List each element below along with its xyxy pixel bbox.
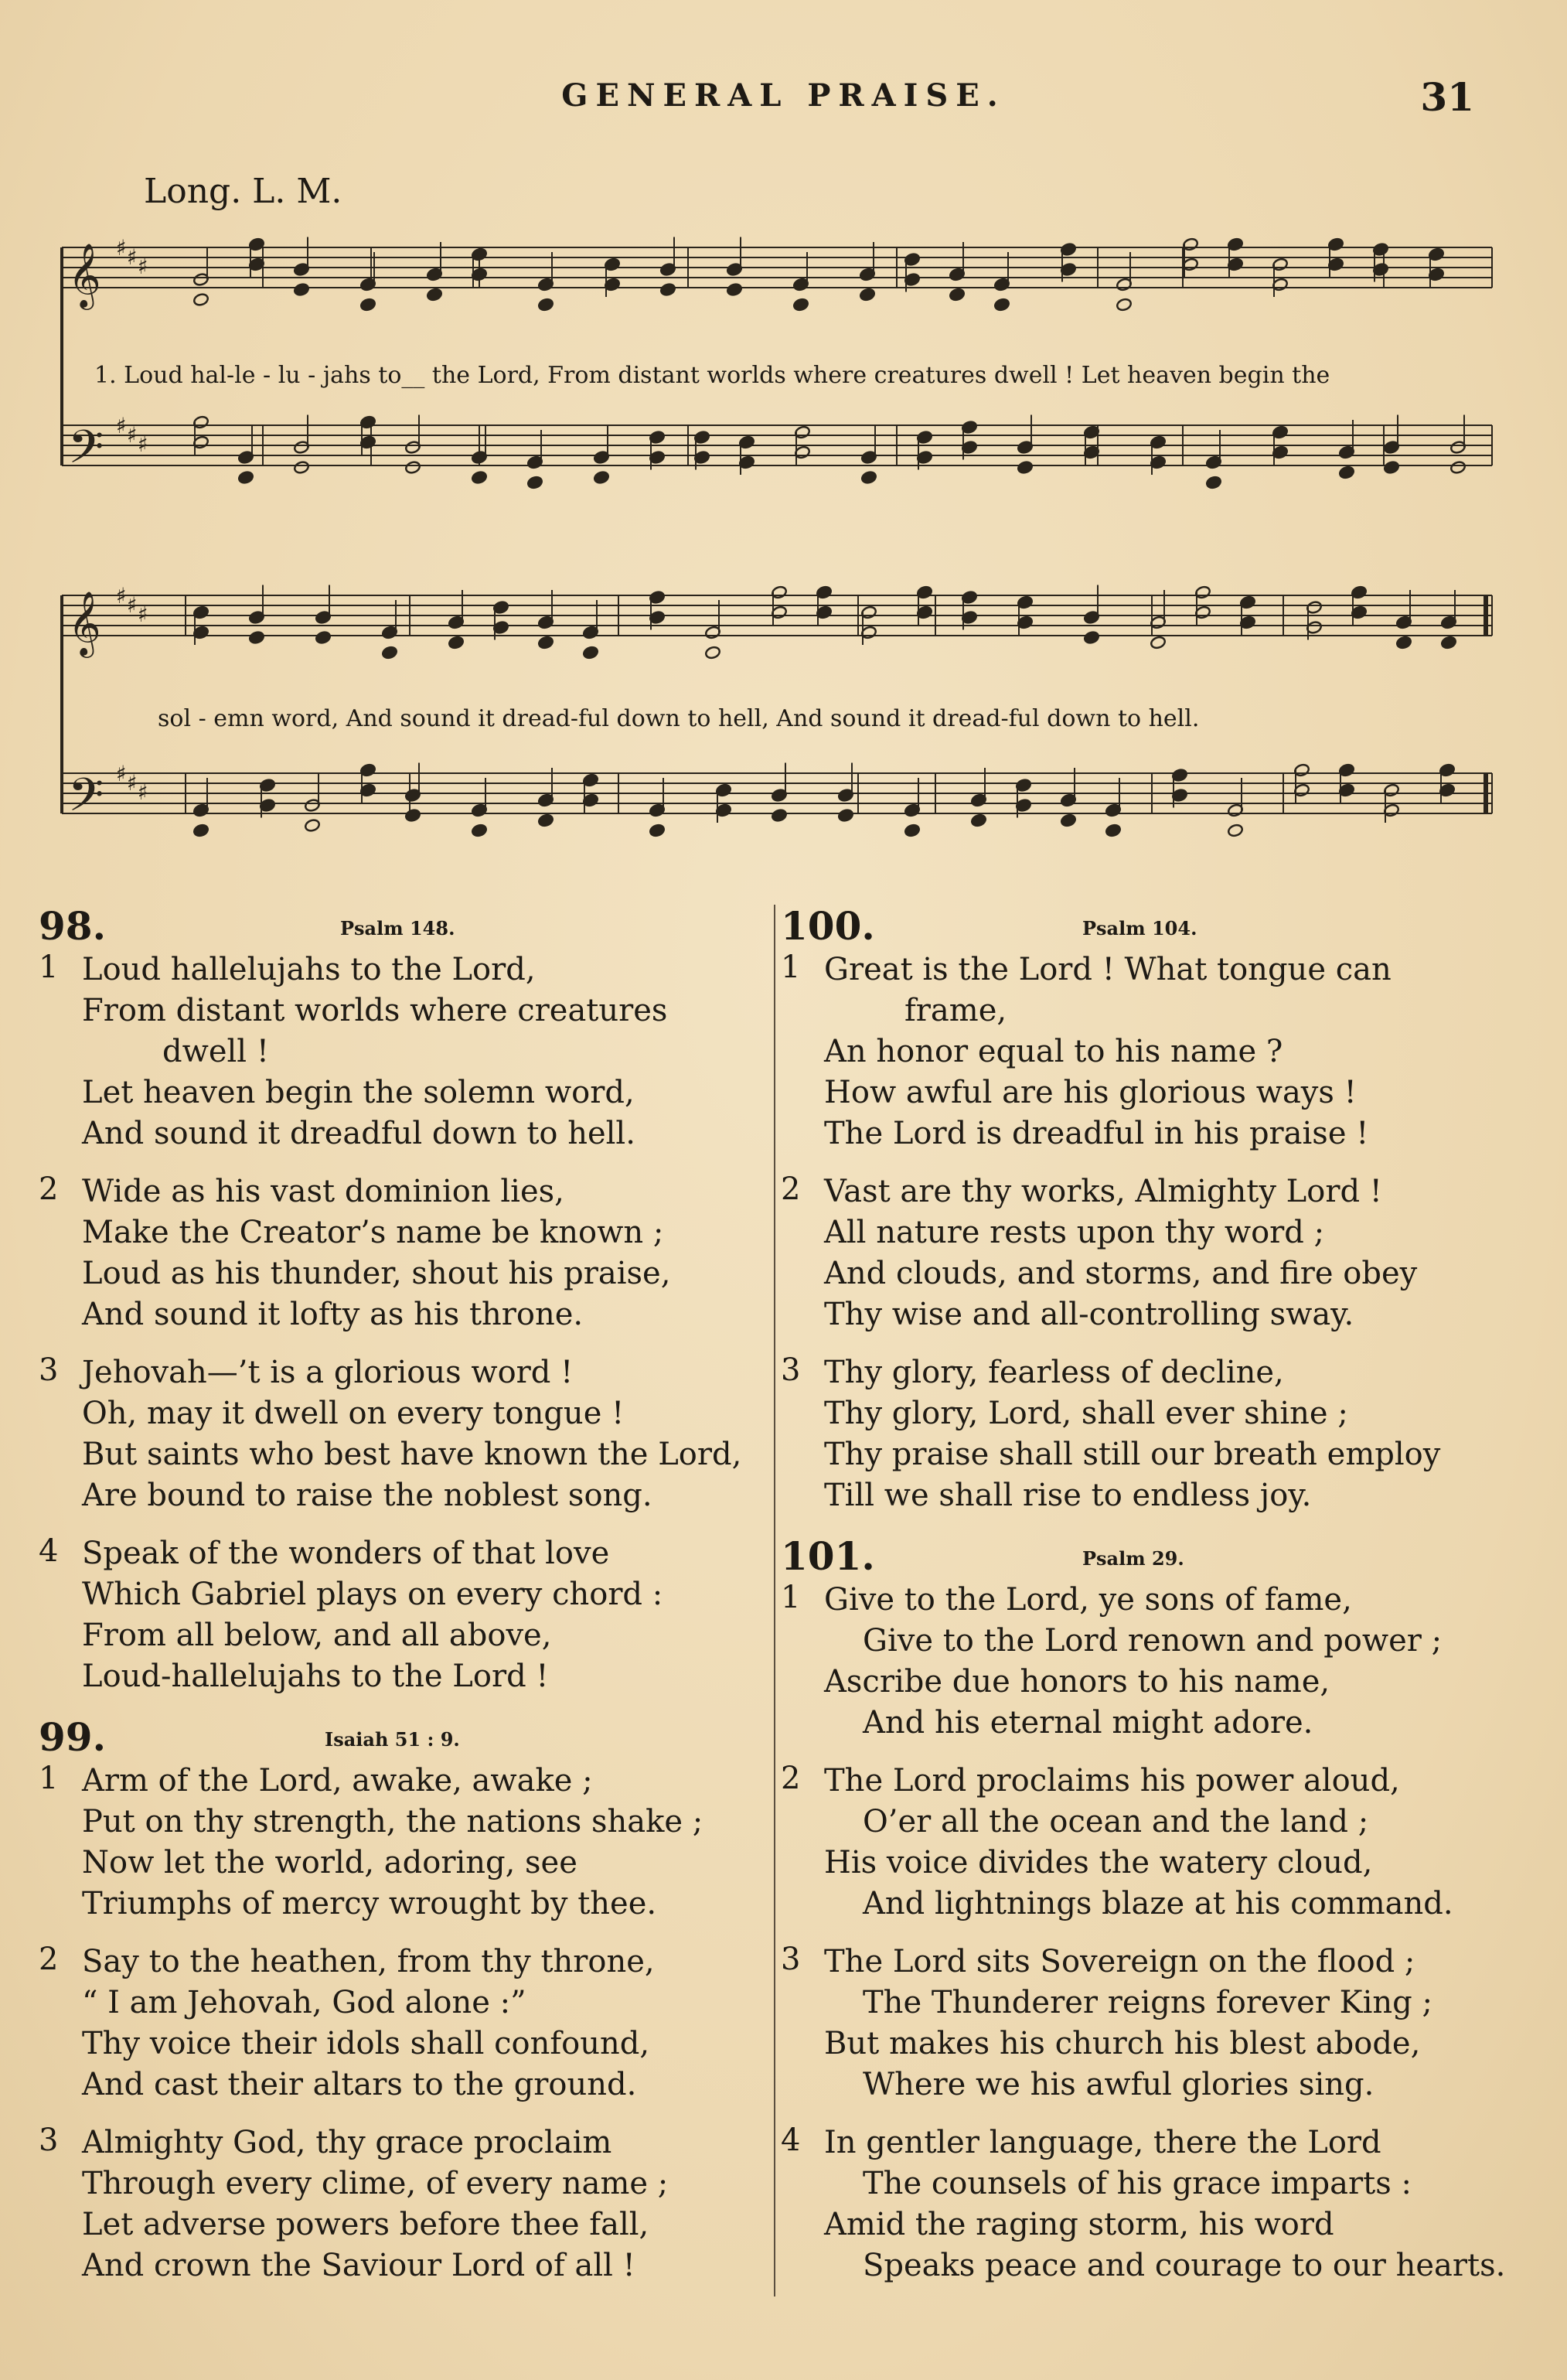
notehead: [192, 823, 209, 837]
notehead: [649, 823, 665, 837]
verse-line: Which Gabriel plays on every chord :: [82, 1577, 663, 1612]
notehead: [237, 470, 254, 484]
stanza-number: 1: [39, 950, 59, 985]
hymn-3: [781, 1533, 1515, 2286]
notehead: [426, 288, 442, 302]
notehead: [537, 636, 554, 650]
verse-line: Let adverse powers before thee fall,: [82, 2207, 649, 2242]
stanza-number: 3: [781, 1942, 801, 1977]
notehead: [359, 298, 376, 312]
notehead: [993, 298, 1010, 312]
hymn-source: Psalm 104.: [1082, 917, 1197, 939]
sharp-icon: ♯: [116, 413, 127, 438]
treble-clef-icon: 𝄞: [68, 590, 101, 655]
hymn-header: [781, 903, 1515, 950]
hymn-header: [781, 1533, 1515, 1580]
stanza-number: 4: [781, 2123, 801, 2158]
stanza-number: 3: [39, 2123, 59, 2158]
hymn-header: [39, 1714, 773, 1761]
hymn-number: 98.: [39, 903, 106, 949]
notehead: [792, 298, 809, 312]
verse-line: The Lord proclaims his power aloud,: [824, 1763, 1400, 1799]
notehead: [837, 808, 853, 822]
hymn-source: Isaiah 51 : 9.: [325, 1728, 460, 1751]
verse-line: An honor equal to his name ?: [824, 1034, 1283, 1069]
verse-line: All nature rests upon thy word ;: [824, 1215, 1325, 1250]
notehead: [526, 476, 543, 489]
notehead: [1150, 636, 1166, 650]
notehead: [593, 470, 609, 484]
verse-line: Where we his awful glories sing.: [863, 2067, 1375, 2102]
hymn-number: 101.: [781, 1533, 875, 1579]
stanza: [781, 1171, 1515, 1335]
verse-line: From distant worlds where creatures: [82, 993, 668, 1028]
notehead: [1338, 465, 1354, 479]
sharp-icon: ♯: [116, 761, 127, 786]
verse-line: But saints who best have known the Lord,: [82, 1437, 742, 1472]
hymn-number: 99.: [39, 1714, 106, 1760]
stanza-number: 2: [781, 1171, 801, 1207]
verse-line: “ I am Jehovah, God alone :”: [82, 1985, 526, 2020]
stanza-number: 2: [39, 1942, 59, 1977]
column-divider: [774, 905, 775, 2296]
stanza: [39, 1761, 773, 1925]
verse-line: Oh, may it dwell on every tongue !: [82, 1396, 625, 1431]
verse-line: Through every clime, of every name ;: [82, 2166, 669, 2201]
hymn-number: 100.: [781, 903, 875, 949]
verse-line: Put on thy strength, the nations shake ;: [82, 1804, 703, 1840]
notehead: [970, 813, 986, 827]
verse-line: How awful are his glorious ways !: [824, 1075, 1357, 1110]
notehead: [404, 808, 421, 822]
notehead: [1116, 298, 1132, 312]
page-number: 31: [1420, 74, 1474, 120]
notehead: [771, 808, 787, 822]
verse-line: From all below, and all above,: [82, 1618, 552, 1653]
stanza-number: 3: [781, 1352, 801, 1388]
verse-line: And crown the Saviour Lord of all !: [82, 2248, 635, 2283]
stanza-number: 4: [39, 1533, 59, 1569]
running-head: GENERAL PRAISE.: [561, 77, 1006, 114]
score-lyrics-line-2: sol - emn word, And sound it dread-ful down to hell, And sound it dread-ful down to hell.: [158, 705, 1200, 732]
notehead: [1017, 460, 1033, 474]
verse-line: And sound it dreadful down to hell.: [82, 1116, 635, 1151]
verse-line: Now let the world, adoring, see: [82, 1845, 577, 1880]
verse-line: Give to the Lord renown and power ;: [863, 1623, 1443, 1659]
verse-line: Speak of the wonders of that love: [82, 1536, 610, 1571]
stanza-number: 1: [39, 1761, 59, 1796]
sharp-icon: ♯: [127, 244, 138, 270]
tune-name: Long. L. M.: [144, 172, 342, 211]
verse-line: Give to the Lord, ye sons of fame,: [824, 1582, 1352, 1618]
verse-line: But makes his church his blest abode,: [824, 2026, 1421, 2061]
notehead: [1395, 636, 1412, 650]
verse-line: Thy praise shall still our breath employ: [824, 1437, 1441, 1472]
stanza-number: 3: [39, 1352, 59, 1388]
verse-line: His voice divides the watery cloud,: [824, 1845, 1373, 1880]
verse-line: And cast their altars to the ground.: [82, 2067, 637, 2102]
verse-line: Vast are thy works, Almighty Lord !: [824, 1174, 1382, 1209]
verse-line: dwell !: [162, 1034, 269, 1069]
stanza: [39, 950, 773, 1154]
verse-line: Till we shall rise to endless joy.: [824, 1478, 1312, 1513]
notehead: [1227, 823, 1243, 837]
verse-line: Let heaven begin the solemn word,: [82, 1075, 635, 1110]
notehead: [582, 646, 598, 660]
hymn-source: Psalm 29.: [1082, 1547, 1184, 1570]
sharp-icon: ♯: [138, 254, 148, 279]
verse-line: Wide as his vast dominion lies,: [82, 1174, 564, 1209]
notehead: [904, 823, 920, 837]
sharp-icon: ♯: [116, 235, 127, 261]
hymn-1: [39, 1714, 773, 2286]
verse-line: The counsels of his grace imparts :: [863, 2166, 1412, 2201]
stanza: [781, 1761, 1515, 1925]
notehead: [471, 470, 487, 484]
hymn-2: [781, 903, 1515, 1516]
notehead: [293, 282, 309, 296]
hymn-header: [39, 903, 773, 950]
notehead: [537, 298, 554, 312]
sharp-icon: ♯: [138, 431, 148, 457]
verse-line: Arm of the Lord, awake, awake ;: [82, 1763, 593, 1799]
verse-line: The Lord is dreadful in his praise !: [824, 1116, 1369, 1151]
left-column: [39, 903, 773, 2303]
verse-line: And his eternal might adore.: [863, 1705, 1313, 1741]
notehead: [1083, 630, 1099, 644]
verse-line: In gentler language, there the Lord: [824, 2125, 1381, 2160]
notehead: [304, 818, 320, 832]
stanza: [781, 1580, 1515, 1744]
sharp-icon: ♯: [127, 422, 138, 448]
verse-line: Say to the heathen, from thy throne,: [82, 1944, 655, 1979]
verse-line: frame,: [904, 993, 1007, 1028]
notehead: [1449, 460, 1466, 474]
hymn-0: [39, 903, 773, 1697]
notehead: [1440, 636, 1456, 650]
sharp-icon: ♯: [127, 592, 138, 618]
hymn-source: Psalm 148.: [340, 917, 455, 939]
verse-line: Almighty God, thy grace proclaim: [82, 2125, 612, 2160]
stanza: [39, 1171, 773, 1335]
verse-line: The Thunderer reigns forever King ;: [863, 1985, 1432, 2020]
verse-line: Triumphs of mercy wrought by thee.: [82, 1886, 657, 1921]
stanza: [39, 1533, 773, 1697]
verse-line: Thy glory, Lord, shall ever shine ;: [824, 1396, 1348, 1431]
score-lyrics-line-1: 1. Loud hal-le - lu - jahs to__ the Lord, From distant worlds where creatures dwell ! Let heaven begin the: [94, 362, 1330, 389]
stanza: [39, 1942, 773, 2106]
notehead: [293, 460, 309, 474]
stanza: [781, 950, 1515, 1154]
notehead: [1060, 813, 1076, 827]
right-column: [781, 903, 1515, 2303]
sharp-icon: ♯: [138, 602, 148, 627]
stanza: [781, 1942, 1515, 2106]
notehead: [1105, 823, 1121, 837]
verse-line: Thy wise and all-controlling sway.: [824, 1297, 1354, 1332]
notehead: [704, 646, 720, 660]
verse-line: Are bound to raise the noblest song.: [82, 1478, 652, 1513]
verse-line: O’er all the ocean and the land ;: [863, 1804, 1369, 1840]
bass-clef-icon: 𝄢: [68, 768, 104, 833]
notehead: [537, 813, 554, 827]
notehead: [192, 292, 209, 306]
verse-line: Jehovah—’t is a glorious word !: [82, 1355, 574, 1390]
sharp-icon: ♯: [116, 583, 127, 609]
verse-line: The Lord sits Sovereign on the flood ;: [824, 1944, 1415, 1979]
stanza: [781, 2123, 1515, 2286]
sharp-icon: ♯: [127, 770, 138, 796]
verse-line: Amid the raging storm, his word: [824, 2207, 1334, 2242]
verse-line: And lightnings blaze at his command.: [863, 1886, 1453, 1921]
verse-line: Thy voice their idols shall confound,: [82, 2026, 650, 2061]
notehead: [381, 646, 397, 660]
verse-line: Speaks peace and courage to our hearts.: [863, 2248, 1506, 2283]
stanza-number: 1: [781, 1580, 801, 1615]
notehead: [448, 636, 464, 650]
stanza: [781, 1352, 1515, 1516]
bass-clef-icon: 𝄢: [68, 420, 104, 485]
verse-line: And sound it lofty as his throne.: [82, 1297, 584, 1332]
verse-line: Thy glory, fearless of decline,: [824, 1355, 1284, 1390]
notehead: [859, 288, 875, 302]
verse-line: Loud-hallelujahs to the Lord !: [82, 1659, 549, 1694]
notehead: [1383, 460, 1399, 474]
stanza: [39, 2123, 773, 2286]
notehead: [860, 470, 877, 484]
notehead: [248, 630, 264, 644]
notehead: [471, 823, 487, 837]
verse-line: And clouds, and storms, and fire obey: [824, 1256, 1418, 1291]
stanza-number: 1: [781, 950, 801, 985]
notehead: [1205, 476, 1221, 489]
notehead: [315, 630, 331, 644]
stanza-number: 2: [781, 1761, 801, 1796]
verse-line: Make the Creator’s name be known ;: [82, 1215, 664, 1250]
stanza: [39, 1352, 773, 1516]
sharp-icon: ♯: [138, 779, 148, 805]
notehead: [659, 282, 676, 296]
music-score: [46, 209, 1500, 881]
verse-line: Loud hallelujahs to the Lord,: [82, 952, 536, 987]
stanza-number: 2: [39, 1171, 59, 1207]
verse-line: Great is the Lord ! What tongue can: [824, 952, 1392, 987]
treble-clef-icon: 𝄞: [68, 242, 101, 307]
notehead: [949, 288, 965, 302]
verse-line: Loud as his thunder, shout his praise,: [82, 1256, 671, 1291]
notehead: [404, 460, 421, 474]
notehead: [726, 282, 742, 296]
verse-line: Ascribe due honors to his name,: [824, 1664, 1330, 1700]
